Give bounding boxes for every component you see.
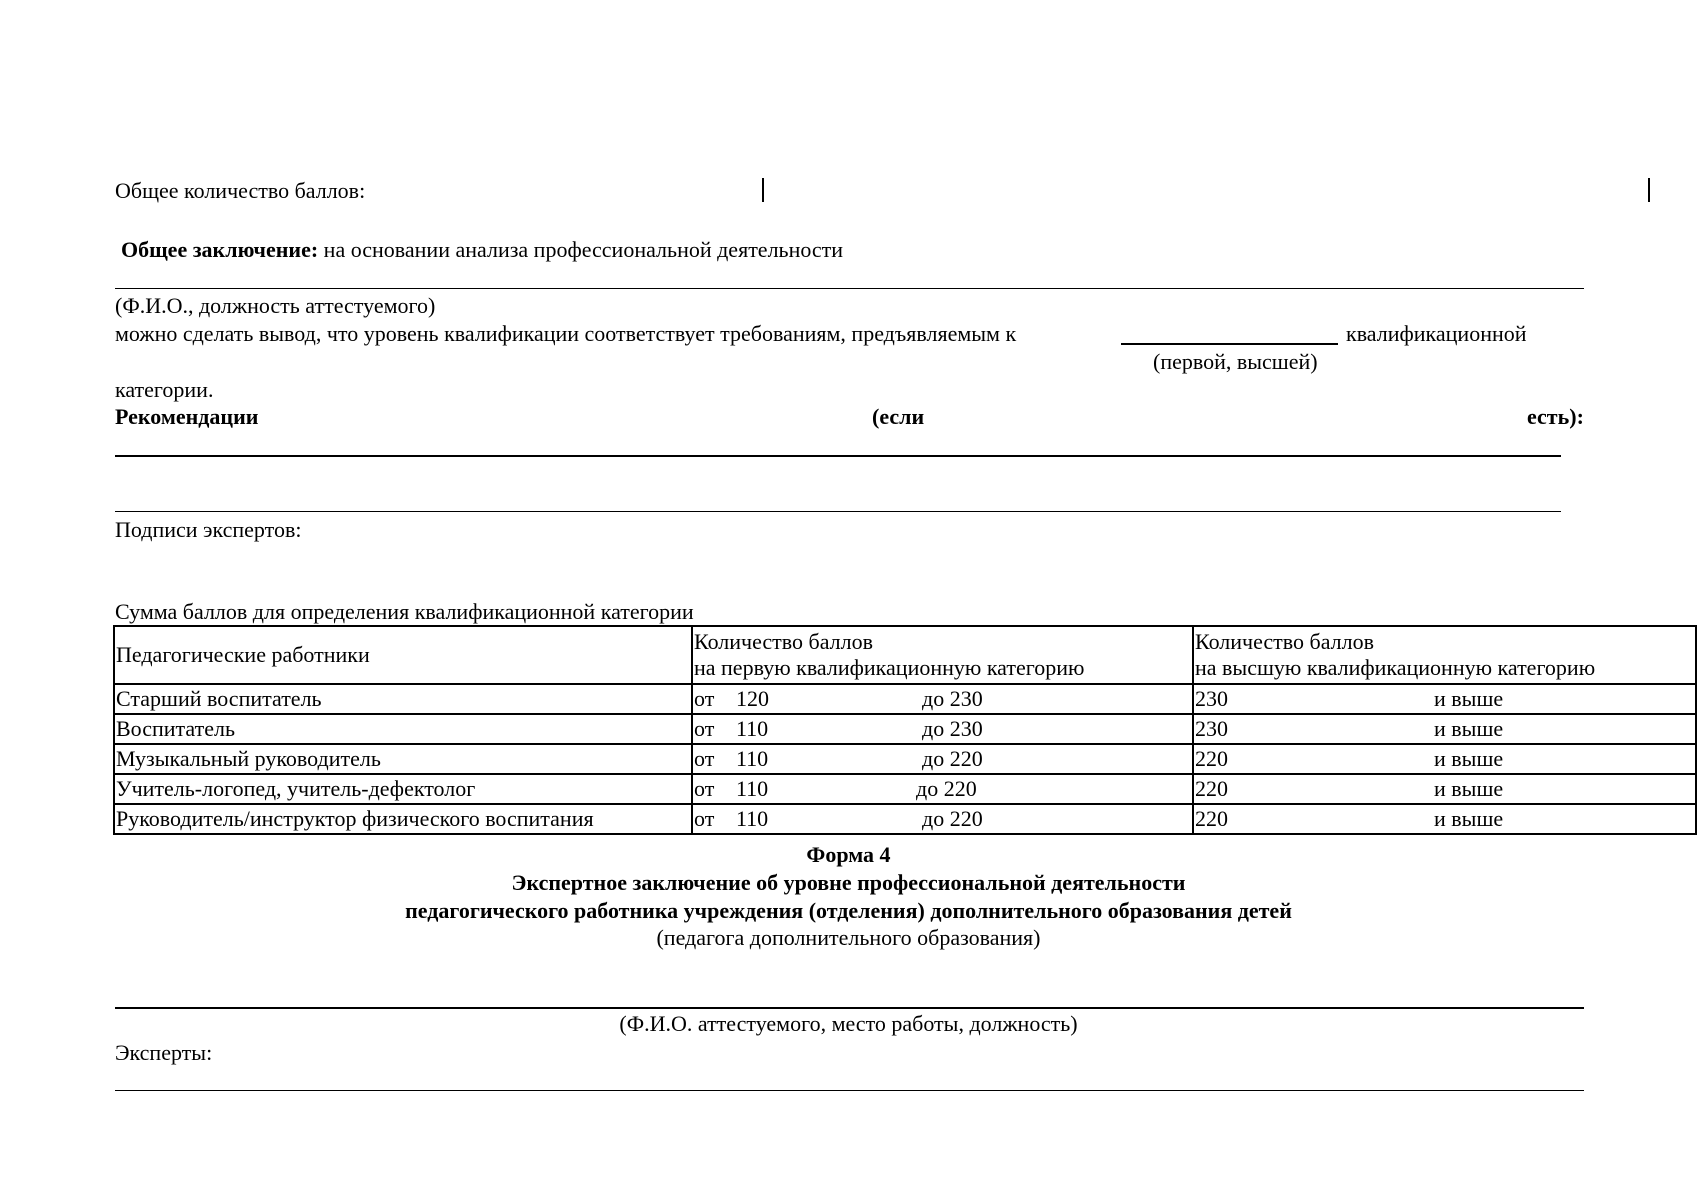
form4-heading-line-2: педагогического работника учреждения (отделения) дополнительного образования детей (405, 898, 1292, 923)
row-high-value: 230 (1195, 686, 1228, 711)
table-caption: Сумма баллов для определения квалификационной категории (115, 599, 694, 624)
row-to-value: до 230 (922, 716, 983, 741)
row-high-suffix: и выше (1434, 776, 1504, 801)
row-to-value: до 220 (922, 806, 983, 831)
recommendations-line-1 (115, 455, 1561, 457)
conclusion-text: на основании анализа профессиональной деятельности (318, 237, 844, 262)
row-from-value: 110 (736, 746, 769, 771)
header-higher-category (1193, 626, 1696, 684)
table-row (114, 774, 1696, 804)
form4-title: Форма 4 (806, 842, 891, 867)
conclusion-label: Общее заключение: (121, 237, 319, 262)
row-high-suffix: и выше (1434, 716, 1504, 741)
experts-line (115, 1090, 1584, 1091)
total-score-label: Общее количество баллов: (115, 178, 366, 203)
table-row (114, 714, 1696, 744)
header-higher-line-2: на высшую квалификационную категорию (1195, 655, 1596, 680)
header-first-line-2: на первую квалификационную категорию (694, 655, 1085, 680)
fio-underline (115, 288, 1584, 289)
table-row (114, 684, 1696, 714)
header-staff: Педагогические работники (114, 626, 692, 684)
table-row (114, 744, 1696, 774)
row-from-value: 110 (736, 776, 769, 801)
row-to-value: до 220 (916, 776, 977, 801)
score-divider-right (1648, 178, 1650, 202)
conclusion-line (121, 239, 843, 261)
row-from-label: от (694, 686, 715, 711)
row-to-value: до 220 (922, 746, 983, 771)
row-high-value: 220 (1195, 806, 1228, 831)
recommendations-line-2 (115, 511, 1561, 512)
form4-heading-line-3: (педагога дополнительного образования) (656, 925, 1041, 950)
fio-line-2 (115, 1007, 1584, 1009)
table-header-row (114, 626, 1696, 684)
row-from-label: от (694, 716, 715, 741)
category-blank-hint: (первой, высшей) (1153, 349, 1318, 374)
fio-caption-2: (Ф.И.О. аттестуемого, место работы, должность) (619, 1011, 1078, 1036)
row-from-value: 110 (736, 716, 769, 741)
experts-label: Эксперты: (115, 1040, 213, 1065)
row-role: Старший воспитатель (114, 684, 692, 714)
row-role: Учитель-логопед, учитель-дефектолог (114, 774, 692, 804)
row-high-suffix: и выше (1434, 806, 1504, 831)
row-high-value: 220 (1195, 776, 1228, 801)
recommendations-word-3: есть): (1527, 404, 1584, 429)
row-from-value: 120 (736, 686, 769, 711)
qualification-word: квалификационной (1346, 321, 1527, 346)
score-divider-left (762, 178, 764, 202)
category-word: категории. (115, 377, 214, 402)
row-from-value: 110 (736, 806, 769, 831)
qualification-sentence: можно сделать вывод, что уровень квалификации соответствует требованиям, предъявляемым к (115, 321, 1017, 346)
header-higher-line-1: Количество баллов (1195, 629, 1375, 654)
row-high-suffix: и выше (1434, 686, 1504, 711)
category-blank-line (1121, 343, 1338, 345)
table-row (114, 804, 1696, 834)
row-to-value: до 230 (922, 686, 983, 711)
fio-caption: (Ф.И.О., должность аттестуемого) (115, 293, 436, 318)
header-first-line-1: Количество баллов (694, 629, 874, 654)
recommendations-word-1: Рекомендации (115, 404, 259, 429)
row-from-label: от (694, 776, 715, 801)
row-high-value: 220 (1195, 746, 1228, 771)
row-high-value: 230 (1195, 716, 1228, 741)
form4-heading-line-1: Экспертное заключение об уровне профессиональной деятельности (511, 870, 1186, 895)
row-from-label: от (694, 746, 715, 771)
recommendations-word-2: (если (872, 404, 925, 429)
row-high-suffix: и выше (1434, 746, 1504, 771)
row-from-label: от (694, 806, 715, 831)
score-table (113, 625, 1697, 835)
row-role: Воспитатель (114, 714, 692, 744)
row-role: Руководитель/инструктор физического воспитания (114, 804, 692, 834)
row-role: Музыкальный руководитель (114, 744, 692, 774)
header-first-category (692, 626, 1193, 684)
experts-signatures-label: Подписи экспертов: (115, 517, 302, 542)
